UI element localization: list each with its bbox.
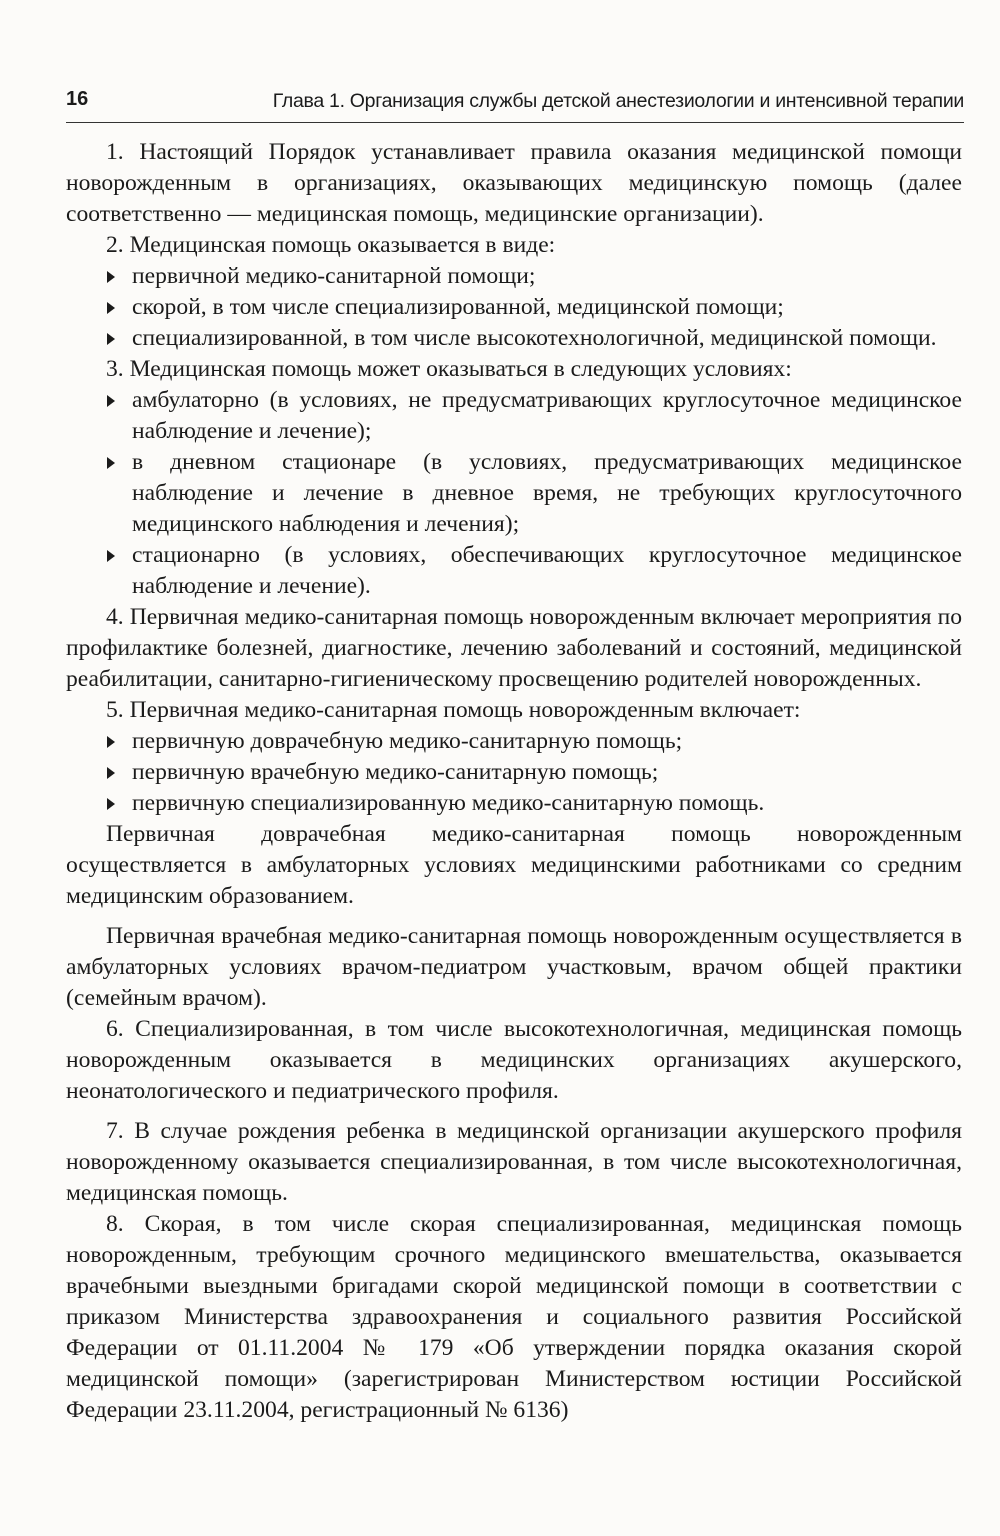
bullet-icon (104, 261, 120, 292)
list-item (66, 385, 962, 447)
bullet-icon (104, 447, 120, 478)
list-item (66, 726, 962, 757)
paragraph-1: 1. Настоящий Порядок устанавливает правила оказания медицинской помощи новорожденным в организациях, оказывающих медицинскую помощь (далее соответственно — медицинская помощь, медицинские организации). (66, 139, 962, 227)
list-item-text: в дневном стационаре (в условиях, предусматривающих медицинское наблюдение и лечение в дневное время, не требующих круглосуточного медицинского наблюдения и лечения); (132, 449, 962, 537)
list-item (66, 757, 962, 788)
body-text (66, 137, 962, 1426)
list-item (66, 323, 962, 354)
list-item (66, 261, 962, 292)
paragraph-5b: Первичная врачебная медико-санитарная помощь новорожденным осуществляется в амбулаторных условиях врачом-педиатром участковым, врачом общей практики (семейным врачом). (66, 923, 962, 1011)
paragraph-5a: Первичная доврачебная медико-санитарная помощь новорожденным осуществляется в амбулаторных условиях медицинскими работниками со средним медицинским образованием. (66, 821, 962, 909)
list-item (66, 447, 962, 540)
list-item-text: скорой, в том числе специализированной, медицинской помощи; (132, 294, 784, 320)
list-item-text: амбулаторно (в условиях, не предусматривающих круглосуточное медицинское наблюдение и лечение); (132, 387, 962, 444)
list-item-text: первичную доврачебную медико-санитарную помощь; (132, 728, 683, 754)
bullet-icon (104, 323, 120, 354)
bullet-icon (104, 540, 120, 571)
bullet-icon (104, 757, 120, 788)
page-number: 16 (66, 88, 89, 110)
bullet-icon (104, 726, 120, 757)
list-item (66, 540, 962, 602)
list-item-text: первичной медико-санитарной помощи; (132, 263, 536, 289)
bullet-icon (104, 788, 120, 819)
list-item-text: стационарно (в условиях, обеспечивающих круглосуточное медицинское наблюдение и лечение). (132, 542, 962, 599)
list-item (66, 788, 962, 819)
running-header (66, 84, 964, 123)
paragraph-5: 5. Первичная медико-санитарная помощь новорожденным включает: (106, 697, 801, 723)
paragraph-8: 8. Скорая, в том числе скорая специализированная, медицинская помощь новорожденным, требующим срочного медицинского вмешательства, оказывается врачебными выездными бригадами скорой медицинской помощи в соответствии с приказом Министерства здравоохранения и социального развития Российской Федерации от 01.11.2004 № 179 «Об утверждении порядка оказания скорой медицинской помощи» (зарегистрирован Министерством юстиции Российской Федерации 23.11.2004, регистрационный № 6136) (66, 1211, 962, 1423)
paragraph-7: 7. В случае рождения ребенка в медицинской организации акушерского профиля новорожденному оказывается специализированная, в том числе высокотехнологичная, медицинская помощь. (66, 1118, 962, 1206)
paragraph-6: 6. Специализированная, в том числе высокотехнологичная, медицинская помощь новорожденным оказывается в медицинских организациях акушерского, неонатологического и педиатрического профиля. (66, 1016, 962, 1104)
chapter-title: Глава 1. Организация службы детской анестезиологии и интенсивной терапии (272, 90, 964, 112)
bullet-icon (104, 385, 120, 416)
paragraph-2: 2. Медицинская помощь оказывается в виде: (106, 232, 556, 258)
paragraph-4: 4. Первичная медико-санитарная помощь новорожденным включает мероприятия по профилактике болезней, диагностике, лечению заболеваний и состояний, медицинской реабилитации, санитарно-гигиеническому просвещению родителей новорожденных. (66, 604, 962, 692)
list-item-text: специализированной, в том числе высокотехнологичной, медицинской помощи. (132, 325, 937, 351)
list-item (66, 292, 962, 323)
bullet-icon (104, 292, 120, 323)
list-item-text: первичную специализированную медико-санитарную помощь. (132, 790, 765, 816)
list-item-text: первичную врачебную медико-санитарную помощь; (132, 759, 659, 785)
paragraph-3: 3. Медицинская помощь может оказываться в следующих условиях: (106, 356, 792, 382)
